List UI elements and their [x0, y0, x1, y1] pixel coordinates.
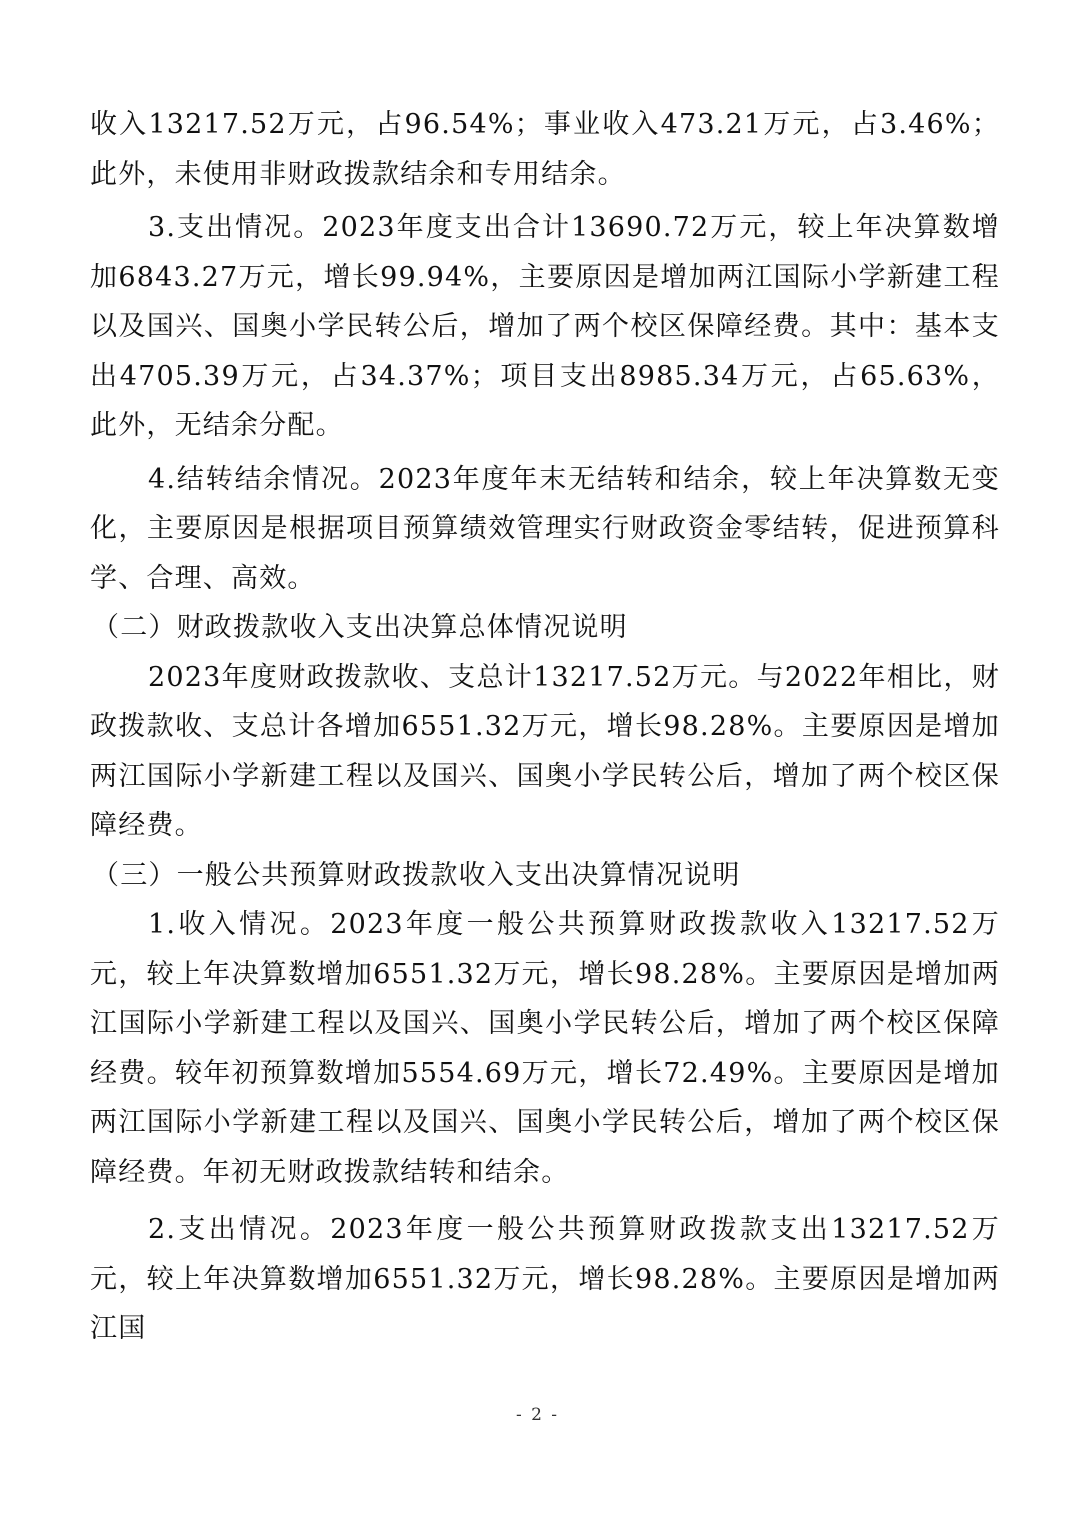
document-page [90, 100, 1000, 1354]
paragraph-income-continued: 收入13217.52万元，占96.54%；事业收入473.21万元，占3.46%；此外，未使用非财政拨款结余和专用结余。 [90, 109, 1000, 190]
paragraph-expenditure: 3.支出情况。2023年度支出合计13690.72万元，较上年决算数增加6843.27万元，增长99.94%，主要原因是增加两江国际小学新建工程以及国兴、国奥小学民转公后，增加了两个校区保障经费。其中：基本支出4705.39万元，占34.37%；项目支出8985.34万元，占65.63%，此外，无结余分配。 [90, 212, 1000, 441]
section-heading-general-public-budget: （三）一般公共预算财政拨款收入支出决算情况说明 [92, 859, 741, 891]
paragraph-general-budget-income: 1.收入情况。2023年度一般公共预算财政拨款收入13217.52万元，较上年决算数增加6551.32万元，增长98.28%。主要原因是增加两江国际小学新建工程以及国兴、国奥小学民转公后，增加了两个校区保障经费。较年初预算数增加5554.69万元，增长72.49%。主要原因是增加两江国际小学新建工程以及国兴、国奥小学民转公后，增加了两个校区保障经费。年初无财政拨款结转和结余。 [90, 909, 1000, 1188]
paragraph-fiscal-appropriation-overall: 2023年度财政拨款收、支总计13217.52万元。与2022年相比，财政拨款收、支总计各增加6551.32万元，增长98.28%。主要原因是增加两江国际小学新建工程以及国兴、国奥小学民转公后，增加了两个校区保障经费。 [90, 661, 1000, 841]
page-number: - 2 - [515, 1405, 560, 1425]
paragraph-general-budget-expenditure: 2.支出情况。2023年度一般公共预算财政拨款支出13217.52万元，较上年决算数增加6551.32万元，增长98.28%。主要原因是增加两江国 [90, 1214, 1000, 1344]
paragraph-carryover-balance: 4.结转结余情况。2023年度年末无结转和结余，较上年决算数无变化，主要原因是根据项目预算绩效管理实行财政资金零结转，促进预算科学、合理、高效。 [90, 463, 1000, 594]
section-heading-fiscal-appropriation-overall: （二）财政拨款收入支出决算总体情况说明 [92, 612, 628, 643]
